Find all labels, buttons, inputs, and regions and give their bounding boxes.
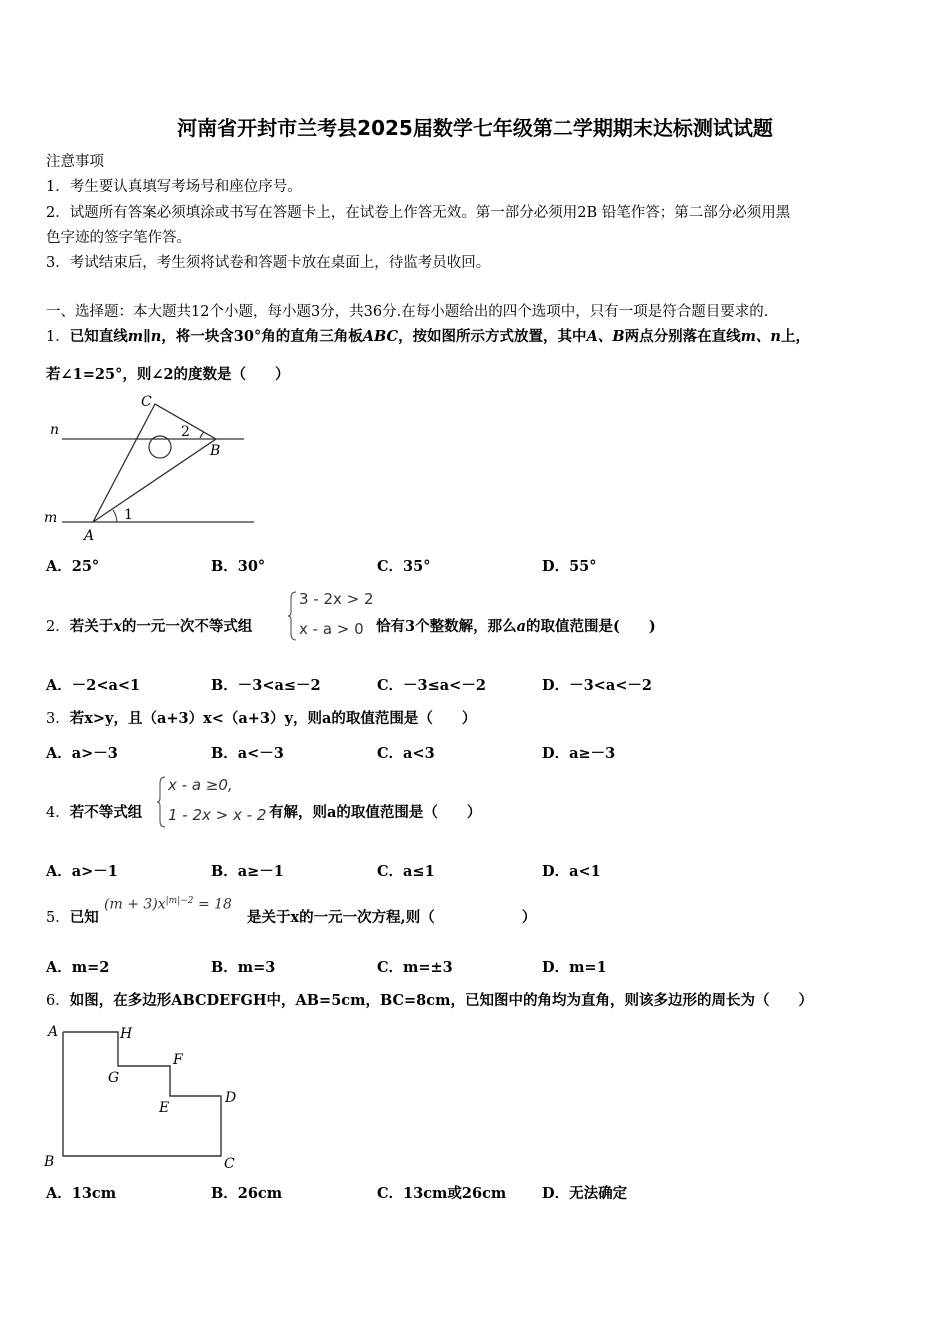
equation-rhs: = 18 — [193, 896, 232, 913]
q2-option-c[interactable]: C．－3≤a<－2 — [377, 677, 486, 694]
notice-item: 2．试题所有答案必须填涂或书写在答题卡上，在试卷上作答无效。第一部分必须用2B 铅笔作答；第二部分必须用黑 — [46, 205, 791, 221]
q3-option-d[interactable]: D．a≥－3 — [542, 745, 616, 762]
q2-brace — [288, 590, 298, 642]
question-text: ，按如图所示方式放置，其中 — [398, 328, 587, 345]
label-g: G — [108, 1070, 120, 1086]
label-f: F — [173, 1052, 183, 1068]
question-number: 4． — [46, 805, 70, 821]
question-text: 的一元一次不等式组 — [121, 618, 253, 635]
question-number: 6． — [46, 993, 70, 1009]
notice-item: 1．考生要认真填写考场号和座位序号。 — [46, 179, 302, 195]
q2-option-d[interactable]: D．－3<a<－2 — [542, 677, 652, 694]
question-number: 5． — [46, 910, 70, 926]
section-heading: 一、选择题：本大题共12个小题，每小题3分，共36分.在每小题给出的四个选项中，只有一项是符合题目要求的. — [46, 304, 769, 320]
q5-option-a[interactable]: A．m=2 — [46, 959, 110, 976]
label-h: H — [120, 1026, 133, 1042]
label-a: A — [48, 1024, 59, 1040]
notice-heading: 注意事项 — [46, 154, 104, 170]
notice-item: 3．考试结束后，考生须将试卷和答题卡放在桌面上，待监考员收回。 — [46, 255, 491, 271]
label-angle-2: 2 — [181, 424, 190, 440]
q2-system-eq1: 3 - 2x > 2 — [299, 590, 374, 608]
question-text: 已知 — [69, 909, 99, 926]
question-text: 若关于 — [69, 618, 114, 635]
q6-option-a[interactable]: A．13cm — [46, 1185, 117, 1202]
notice-item: 色字迹的签字笔作答。 — [46, 230, 191, 246]
question-text: 若x>y，且（a+3）x<（a+3）y，则a的取值范围是（ ） — [69, 710, 477, 727]
q6-option-d[interactable]: D．无法确定 — [542, 1185, 628, 1202]
q2-system-eq2: x - a > 0 — [299, 620, 364, 638]
question-1-line2: 若∠1=25°，则∠2的度数是（ ） — [46, 366, 290, 383]
q6-option-b[interactable]: B．26cm — [211, 1185, 283, 1202]
label-b: B — [210, 443, 221, 459]
equation-exponent: |m|−2 — [165, 896, 194, 906]
q3-option-c[interactable]: C．a<3 — [377, 745, 435, 762]
question-text: 恰有3个整数解，那么 — [376, 618, 517, 635]
question-2-stem — [46, 617, 252, 637]
question-5-stem-end: 是关于x的一元一次方程,则（ ） — [247, 909, 537, 926]
question-number: 1． — [46, 329, 70, 345]
label-a: A — [84, 528, 95, 544]
question-5-stem — [46, 908, 99, 928]
math-expression: A、B — [586, 328, 625, 345]
question-text: 上， — [780, 328, 810, 345]
angle-2-arc — [200, 432, 204, 438]
q2-option-a[interactable]: A．－2<a<1 — [46, 677, 141, 694]
question-4-stem-end: 有解，则a的取值范围是（ ） — [269, 804, 482, 821]
question-6-stem — [46, 991, 813, 1011]
q4-brace — [157, 775, 167, 829]
question-text: 已知直线 — [69, 328, 128, 345]
q5-option-b[interactable]: B．m=3 — [211, 959, 276, 976]
question-2-stem-end — [376, 617, 656, 637]
question-text: 两点分别落在直线 — [624, 328, 741, 345]
question-text: 的取值范围是( ) — [526, 618, 656, 635]
math-expression: m∥n — [127, 328, 162, 345]
angle-1-arc — [113, 510, 117, 522]
q4-system-eq1: x - a ≥0, — [168, 776, 233, 794]
math-expression: x — [113, 618, 122, 635]
question-4-stem — [46, 803, 142, 823]
label-m: m — [44, 510, 58, 526]
label-b: B — [44, 1154, 55, 1170]
question-number: 3． — [46, 711, 70, 727]
math-expression: m、n — [740, 328, 781, 345]
math-expression: ABC — [362, 328, 399, 345]
question-text: 若不等式组 — [69, 804, 143, 821]
triangle-abc — [93, 404, 216, 522]
q3-option-b[interactable]: B．a<－3 — [211, 745, 284, 762]
label-e: E — [159, 1100, 170, 1116]
label-c: C — [141, 394, 152, 410]
q6-option-c[interactable]: C．13cm或26cm — [377, 1185, 507, 1202]
polygon-abcdefgh — [63, 1032, 221, 1156]
label-angle-1: 1 — [124, 507, 133, 523]
q4-option-c[interactable]: C．a≤1 — [377, 863, 435, 880]
question-1-line1 — [46, 327, 810, 347]
q1-option-c[interactable]: C．35° — [377, 558, 431, 575]
question-number: 2． — [46, 619, 70, 635]
label-n: n — [50, 422, 60, 438]
q5-equation — [104, 896, 232, 913]
label-c: C — [224, 1156, 235, 1172]
q4-option-b[interactable]: B．a≥－1 — [211, 863, 284, 880]
q1-figure — [40, 388, 260, 546]
page-title: 河南省开封市兰考县2025届数学七年级第二学期期末达标测试试题 — [177, 116, 773, 140]
equation-base: (m + 3)x — [104, 896, 166, 913]
q1-option-d[interactable]: D．55° — [542, 558, 597, 575]
q5-option-d[interactable]: D．m=1 — [542, 959, 607, 976]
q1-option-b[interactable]: B．30° — [211, 558, 266, 575]
q5-option-c[interactable]: C．m=±3 — [377, 959, 453, 976]
math-expression: a — [516, 618, 526, 635]
question-text: ，将一块含30°角的直角三角板 — [161, 328, 363, 345]
q2-option-b[interactable]: B．－3<a≤－2 — [211, 677, 321, 694]
label-d: D — [225, 1090, 237, 1106]
q4-option-d[interactable]: D．a<1 — [542, 863, 601, 880]
q6-figure — [40, 1018, 250, 1174]
q4-option-a[interactable]: A．a>－1 — [46, 863, 118, 880]
q4-system-eq2: 1 - 2x > x - 2 — [168, 806, 267, 824]
question-text: 如图，在多边形ABCDEFGH中，AB=5cm，BC=8cm，已知图中的角均为直角，则该多边形的周长为（ ） — [69, 992, 813, 1009]
question-3-stem — [46, 709, 476, 729]
q1-option-a[interactable]: A．25° — [46, 558, 100, 575]
q3-option-a[interactable]: A．a>－3 — [46, 745, 118, 762]
